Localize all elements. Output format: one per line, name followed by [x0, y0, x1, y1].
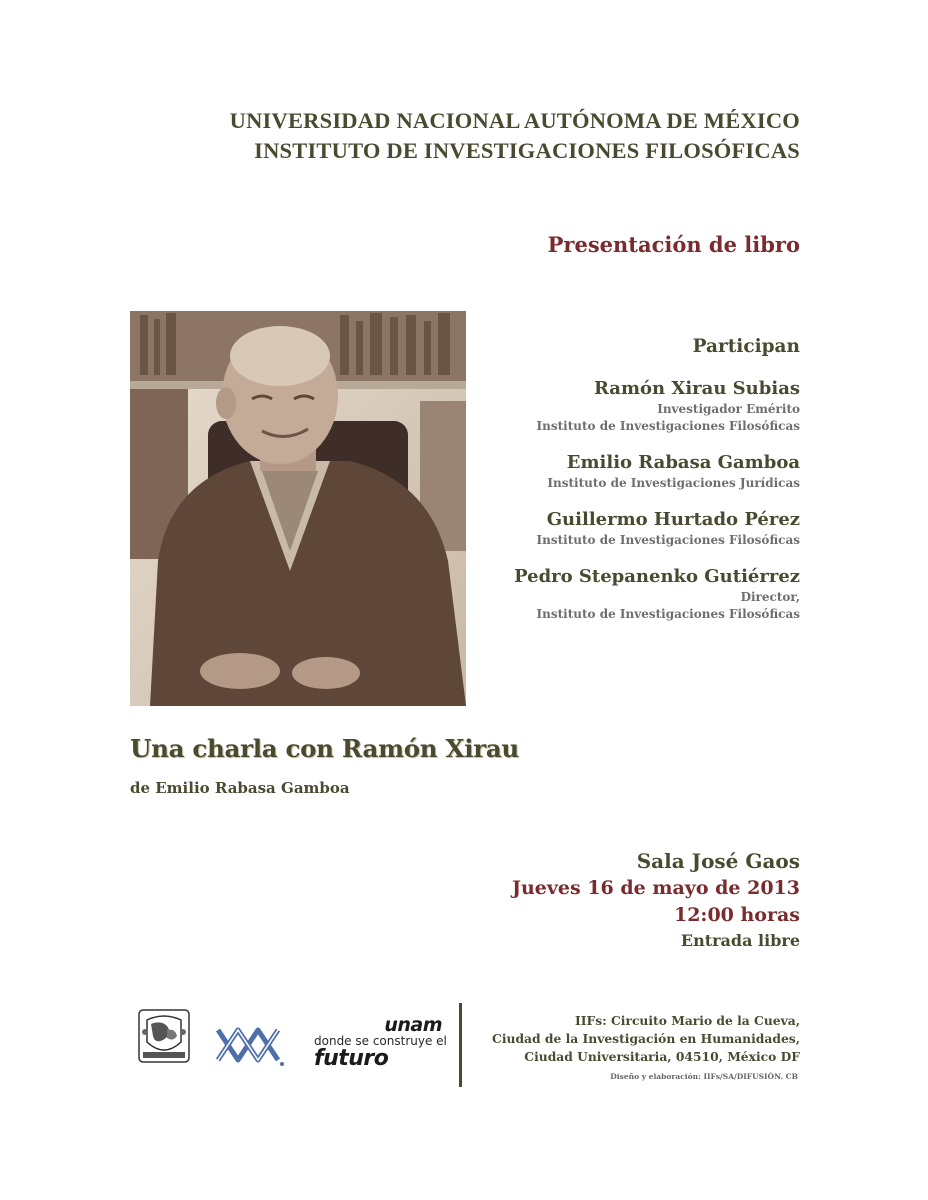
- participant-affiliation: Instituto de Investigaciones Filosóficas: [536, 533, 800, 547]
- design-credits: Diseño y elaboración: IIFs/SA/DIFUSIÓN. CB: [610, 1072, 798, 1081]
- event-time: 12:00 horas: [673, 904, 800, 926]
- event-type: Presentación de libro: [547, 232, 800, 257]
- participant-affiliation: Instituto de Investigaciones Filosóficas: [536, 607, 800, 621]
- event-details: [380, 848, 800, 953]
- event-entry: Entrada libre: [680, 931, 800, 950]
- address-block: [480, 1012, 800, 1066]
- book-title: Una charla con Ramón Xirau: [130, 734, 519, 763]
- unam-future-logo: [310, 1014, 447, 1074]
- address-line: Ciudad de la Investigación en Humanidades,: [492, 1031, 800, 1046]
- iif-knot-icon: [212, 1020, 288, 1070]
- participant: [380, 377, 800, 435]
- iif-logo: [212, 1020, 288, 1070]
- participant-affiliation: Instituto de Investigaciones Filosóficas: [536, 419, 800, 433]
- participants-heading: Participan: [692, 336, 800, 357]
- participant-role: Investigador Emérito: [657, 402, 800, 416]
- participant-name: Emilio Rabasa Gamboa: [566, 452, 800, 473]
- unam-seal-logo: [133, 1008, 195, 1064]
- participant: [380, 451, 800, 492]
- participant-affiliation: Instituto de Investigaciones Jurídicas: [547, 476, 800, 490]
- participant-name: Guillermo Hurtado Pérez: [546, 509, 800, 530]
- university-name: UNIVERSIDAD NACIONAL AUTÓNOMA DE MÉXICO: [229, 108, 800, 133]
- event-date: Jueves 16 de mayo de 2013: [512, 877, 800, 899]
- participant-name: Pedro Stepanenko Gutiérrez: [514, 566, 800, 587]
- participant: [380, 508, 800, 549]
- participant-name: Ramón Xirau Subias: [593, 378, 800, 399]
- address-line: Ciudad Universitaria, 04510, México DF: [524, 1049, 800, 1064]
- logo-future-text: futuro: [314, 1046, 389, 1071]
- logo-unam-text: unam: [384, 1014, 442, 1036]
- book-author: de Emilio Rabasa Gamboa: [130, 779, 350, 797]
- participant-role: Director,: [740, 590, 800, 604]
- footer-divider: [459, 1003, 462, 1087]
- header: [120, 106, 800, 166]
- participants-block: [380, 336, 800, 639]
- unam-seal-icon: [133, 1008, 195, 1064]
- event-venue: Sala José Gaos: [636, 849, 800, 873]
- participant: [380, 565, 800, 623]
- institute-name: INSTITUTO DE INVESTIGACIONES FILOSÓFICAS: [254, 138, 800, 163]
- logo-slogan-text: donde se construye el: [314, 1034, 447, 1048]
- address-line: IIFs: Circuito Mario de la Cueva,: [575, 1013, 800, 1028]
